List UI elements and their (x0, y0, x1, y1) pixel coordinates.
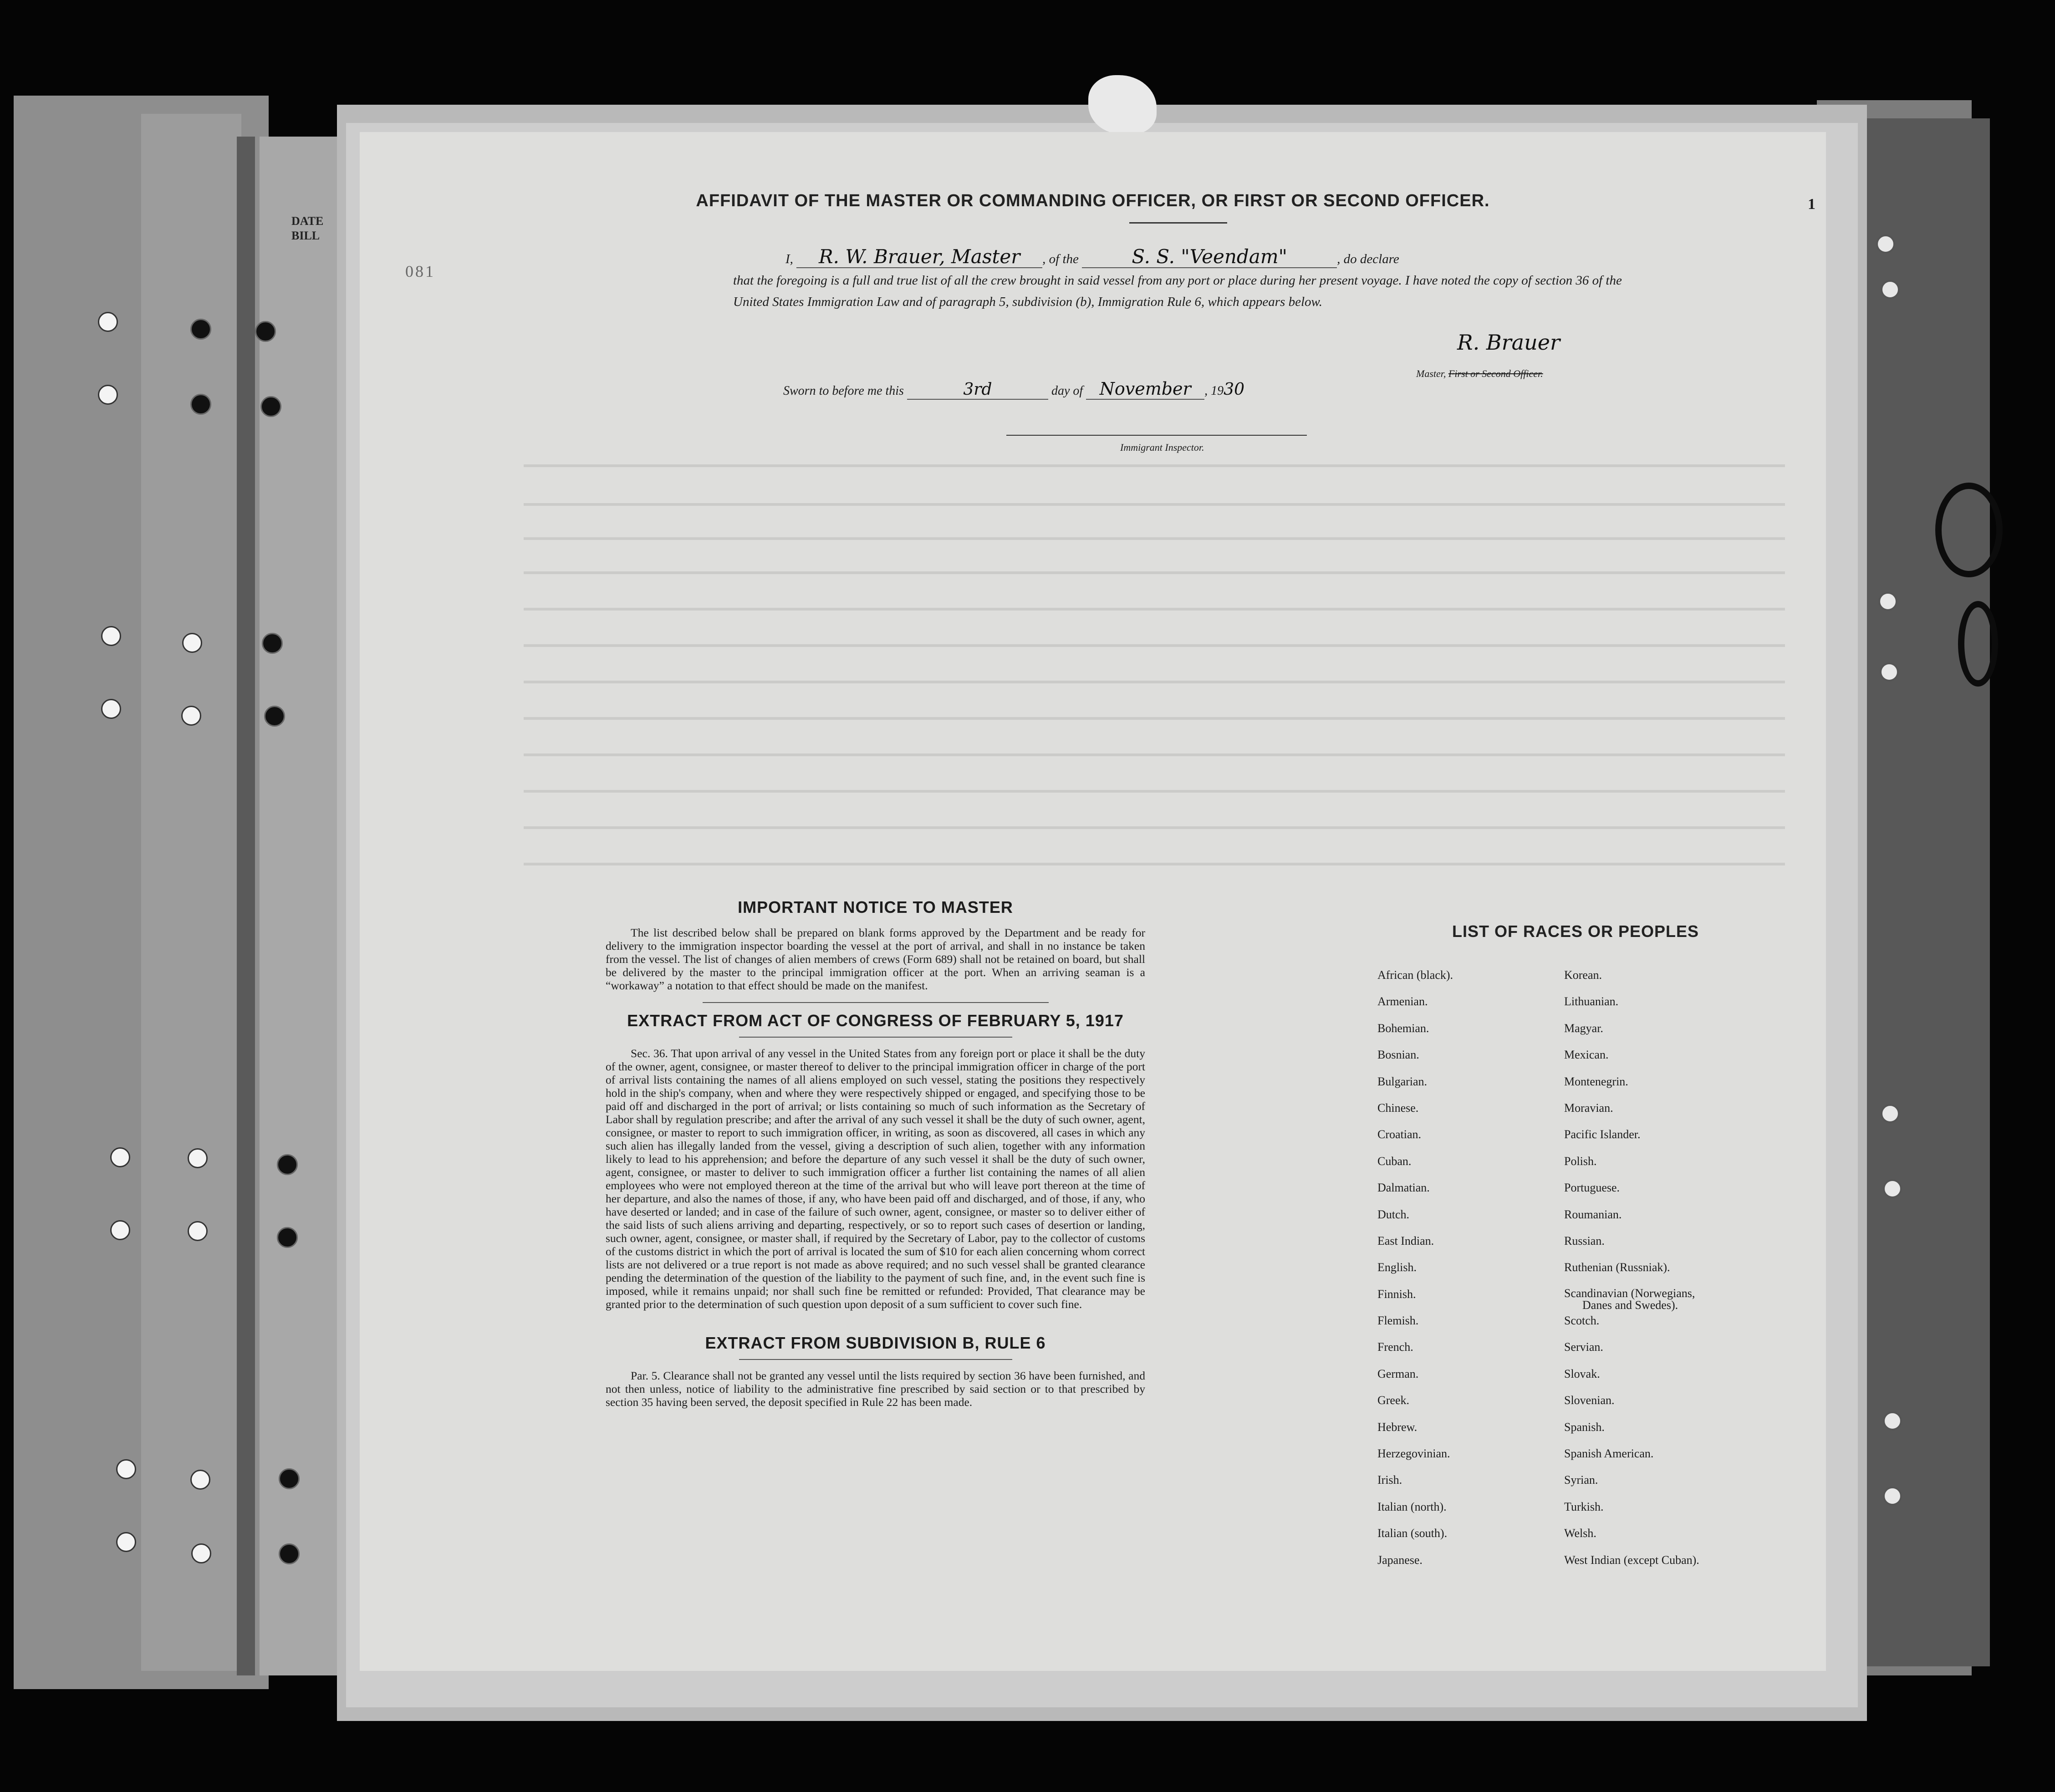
stub-label-line: DATE (291, 214, 324, 228)
notice-to-master (606, 898, 1145, 1409)
punch-hole (1878, 592, 1897, 611)
punch-hole (255, 321, 276, 342)
race-item: Spanish. (1564, 1420, 1605, 1434)
section-rule (739, 1037, 1012, 1038)
punch-hole (190, 394, 211, 415)
punch-hole (116, 1532, 136, 1552)
struck-officer-label: First or Second Officer. (1448, 368, 1543, 379)
sworn-label: Sworn to before me this (783, 384, 904, 398)
sworn-month: November (1086, 379, 1204, 400)
ghost-text-row (524, 608, 1785, 611)
race-item: Slovenian. (1564, 1394, 1615, 1407)
race-item: German. (1377, 1367, 1419, 1380)
punch-hole (101, 626, 121, 646)
race-item: Cuban. (1377, 1154, 1412, 1168)
sworn-line (783, 379, 1244, 400)
punch-hole (1881, 1104, 1900, 1123)
punch-hole (277, 1227, 298, 1248)
side-number: 081 (405, 262, 435, 280)
race-item: Flemish. (1377, 1314, 1419, 1328)
race-item: Portuguese. (1564, 1181, 1620, 1195)
punch-hole (277, 1154, 298, 1175)
races-column-1 (1377, 968, 1550, 1580)
race-item: Moravian. (1564, 1101, 1613, 1115)
punch-hole (110, 1220, 130, 1240)
rule-extract-text: Par. 5. Clearance shall not be granted any vessel until the lists required by section 36 have been furnished, and not then unless, notice of liability to the administrative fine prescribed by said section or to that prescribed by section 35 having been served, the deposit specified in Rule 22 has been made. (606, 1369, 1145, 1409)
ghost-text-row (524, 644, 1785, 647)
race-item: Russian. (1564, 1234, 1605, 1247)
punch-hole (260, 396, 281, 417)
race-item: Korean. (1564, 968, 1602, 982)
punch-hole (262, 633, 283, 654)
punch-hole (98, 312, 118, 332)
punch-hole (110, 1147, 130, 1167)
races-column-2 (1564, 968, 1760, 1580)
rule-extract-title: EXTRACT FROM SUBDIVISION B, RULE 6 (705, 1334, 1046, 1352)
race-item: Spanish American. (1564, 1447, 1654, 1461)
race-item: Servian. (1564, 1340, 1603, 1354)
torn-paper-tab (1088, 75, 1157, 134)
punch-hole (190, 319, 211, 340)
race-item: Syrian. (1564, 1473, 1598, 1487)
race-item: Greek. (1377, 1394, 1410, 1407)
punch-hole (1876, 234, 1895, 254)
sworn-year: 30 (1224, 380, 1244, 399)
i-label: I, (785, 252, 793, 266)
master-name: R. W. Brauer, Master (796, 246, 1042, 268)
race-item: Roumanian. (1564, 1207, 1622, 1221)
do-declare-label: , do declare (1337, 252, 1399, 266)
affidavit-text: that the foregoing is a full and true list of all the crew brought in said vessel from any port or place during her present voyage. I have noted the copy of section 36 of the United States Immigration Law and of paragraph 5, subdivision (b), Immigration Rule 6, which appears below. (733, 273, 1622, 309)
race-item: English. (1377, 1261, 1417, 1274)
race-item: Mexican. (1564, 1048, 1609, 1062)
punch-hole (190, 1470, 210, 1490)
ghost-text-row (524, 717, 1785, 720)
vessel-name: S. S. "Veendam" (1082, 246, 1337, 268)
punch-hole (1881, 280, 1900, 299)
declaration-line (733, 246, 1639, 270)
signature-caption (1416, 368, 1607, 380)
race-item: Irish. (1377, 1473, 1402, 1487)
race-item: Magyar. (1564, 1021, 1603, 1035)
race-item: Italian (south). (1377, 1527, 1448, 1540)
punch-hole (1883, 1179, 1902, 1198)
affidavit-body (733, 246, 1639, 313)
race-item: Bosnian. (1377, 1048, 1419, 1062)
section-rule (703, 1002, 1049, 1003)
punch-hole (264, 706, 285, 727)
race-item: Italian (north). (1377, 1500, 1447, 1513)
master-signature: R. Brauer (1457, 330, 1560, 355)
race-item: African (black). (1377, 968, 1453, 982)
race-item: Scandinavian (Norwegians, Danes and Swedes). (1564, 1288, 1760, 1314)
race-item: Montenegrin. (1564, 1074, 1628, 1088)
race-item: Herzegovinian. (1377, 1447, 1450, 1461)
punch-hole (1880, 662, 1899, 682)
punch-hole (1883, 1411, 1902, 1431)
race-item: Pacific Islander. (1564, 1128, 1641, 1141)
race-item: Hebrew. (1377, 1420, 1418, 1434)
inspector-sign-line (1006, 435, 1307, 436)
race-item: Dalmatian. (1377, 1181, 1430, 1195)
punch-hole (1883, 1487, 1902, 1506)
stub-label-line: BILL (291, 229, 320, 242)
margin-scribble (1958, 601, 1998, 687)
day-of-label: day of (1051, 384, 1083, 398)
race-item: Chinese. (1377, 1101, 1419, 1115)
race-item: Finnish. (1377, 1287, 1416, 1301)
punch-hole (279, 1468, 300, 1489)
margin-scribble (1935, 483, 2003, 577)
ghost-text-row (524, 826, 1785, 829)
punch-hole (191, 1543, 211, 1563)
punch-hole (188, 1221, 208, 1241)
race-item: Polish. (1564, 1154, 1597, 1168)
title-rule (1129, 222, 1227, 224)
punch-hole (182, 633, 202, 653)
ghost-text-row (524, 681, 1785, 683)
ghost-text-row (524, 464, 1785, 467)
race-item: Croatian. (1377, 1128, 1422, 1141)
ghost-text-row (524, 753, 1785, 756)
race-item: Armenian. (1377, 995, 1428, 1008)
punch-hole (116, 1459, 136, 1479)
master-label: Master, (1416, 368, 1446, 379)
underlying-sheet-right-dark (1858, 118, 1990, 1666)
ghost-text-row (524, 790, 1785, 793)
act-extract-title: EXTRACT FROM ACT OF CONGRESS OF FEBRUARY 5, 1917 (627, 1011, 1124, 1030)
race-item: West Indian (except Cuban). (1564, 1553, 1699, 1567)
race-item: Slovak. (1564, 1367, 1600, 1380)
section-rule (739, 1359, 1012, 1360)
race-item: Ruthenian (Russniak). (1564, 1261, 1670, 1274)
race-item: Japanese. (1377, 1553, 1423, 1567)
race-item: Turkish. (1564, 1500, 1604, 1513)
binder-strip (141, 114, 241, 1671)
race-item: East Indian. (1377, 1234, 1434, 1247)
race-item: Dutch. (1377, 1207, 1410, 1221)
race-item: French. (1377, 1340, 1413, 1354)
punch-hole (98, 385, 118, 405)
race-item: Bohemian. (1377, 1021, 1429, 1035)
ghost-text-row (524, 571, 1785, 574)
sworn-day: 3rd (907, 380, 1048, 400)
notice-title: IMPORTANT NOTICE TO MASTER (738, 898, 1013, 916)
punch-hole (101, 699, 121, 719)
punch-hole (188, 1148, 208, 1168)
notice-text: The list described below shall be prepared on blank forms approved by the Department and be ready for delivery to the immigration inspector boarding the vessel at the port of arrival, and shall in no instance be taken from the vessel. The list of changes of alien members of crews (Form 689) shall not be retained on board, but shall be delivered by the master to the principal immigration officer at the port. When an arriving seaman is a “workaway” a notation to that effect should be made on the manifest. (606, 926, 1145, 992)
race-item: Lithuanian. (1564, 995, 1619, 1008)
year-prefix: , 19 (1204, 384, 1224, 398)
binder-edge (237, 137, 255, 1675)
inspector-label: Immigrant Inspector. (1120, 442, 1204, 453)
punch-hole (181, 706, 201, 726)
races-title: LIST OF RACES OR PEOPLES (1452, 922, 1699, 941)
act-extract-text: Sec. 36. That upon arrival of any vessel in the United States from any foreign port or place it shall be the duty of the owner, agent, consignee, or master thereof to deliver to the principal immigration officer in charge of the port of arrival lists containing the names of all aliens employed on such vessel, stating the positions they respectively hold in the ship's company, when and where they were respectively shipped or engaged, and specifying those to be paid off and discharged in the port of arrival; or lists containing so much of such information as the Secretary of Labor shall by regulation prescribe; and after the arrival of any such vessel it shall be the duty of such owner, agent, consignee, or master to report to such immigration officer, in writing, as soon as discovered, all cases in which any such alien has illegally landed from the vessel, giving a description of such alien, together with any information likely to lead to his apprehension; and before the departure of any such vessel it shall be the duty of such owner, agent, consignee, or master to deliver to such immigration officer a further list containing the names of all alien employees who were not employed thereon at the time of the arrival but who will leave port thereon at the time of her departure, and also the names of those, if any, who have been paid off and discharged, and of those, if any, who have deserted or landed; and in case of the failure of such owner, agent, consignee, or master so to deliver either of the said lists of such aliens arriving and departing, respectively, or so to report such cases of desertion or landing, such owner, agent, consignee, or master shall, if required by the Secretary of Labor, pay to the collector of customs of the customs district in which the port of arrival is located the sum of $10 for each alien concerning whom correct lists are not delivered or a true report is not made as above required; and no such vessel shall be granted clearance pending the determination of the question of the liability to the payment of such fine, and, in the event such fine is imposed, while it remains unpaid; nor shall such fine be remitted or refunded: Provided, That clearance may be granted prior to the determination of such question upon deposit of a sum sufficient to cover such fine. (606, 1047, 1145, 1311)
ghost-text-row (524, 863, 1785, 865)
ghost-text-row (524, 537, 1785, 540)
of-the-label: , of the (1042, 252, 1079, 266)
stub-label (291, 214, 346, 241)
race-item: Scotch. (1564, 1314, 1600, 1328)
affidavit-title: AFFIDAVIT OF THE MASTER OR COMMANDING OFFICER, OR FIRST OR SECOND OFFICER. (696, 191, 1490, 210)
punch-hole (279, 1543, 300, 1564)
ghost-text-row (524, 503, 1785, 506)
race-item: Bulgarian. (1377, 1074, 1428, 1088)
race-item-continuation: Danes and Swedes). (1582, 1298, 1678, 1312)
race-item: Welsh. (1564, 1527, 1596, 1540)
page-number: 1 (1808, 196, 1815, 213)
